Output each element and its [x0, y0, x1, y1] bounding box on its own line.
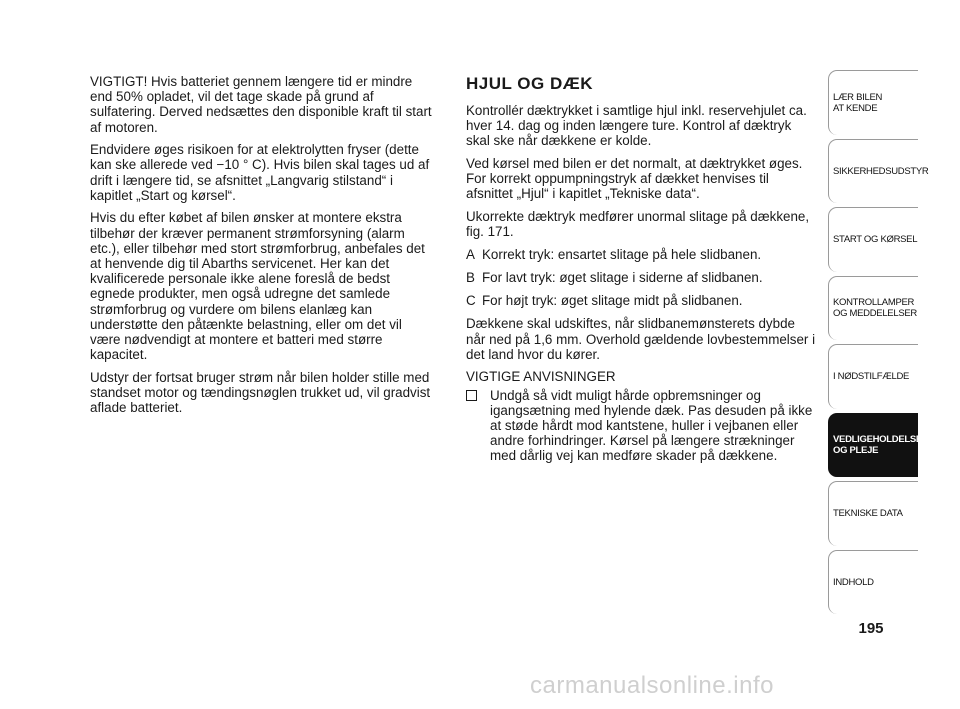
list-item — [466, 247, 816, 262]
item-text: Korrekt tryk: ensartet slitage på hele slidbanen. — [482, 246, 762, 262]
tab-i-nodstilfaelde[interactable]: I NØDSTILFÆLDE — [828, 344, 918, 409]
bullet-text: Undgå så vidt muligt hårde opbremsninger og igangsætning med hylende dæk. Pas desuden på ikke at støde hårdt mod kantstene, huller i vejbanen eller andre forhindringer. Kørsel på længere strækninger med dårlig vej kan medføre skader på dækkene. — [490, 387, 813, 464]
paragraph-tyre-check: Kontrollér dæktrykket i samtlige hjul inkl. reservehjulet ca. hver 14. dag og inden længere ture. Kontrol af dæktryk skal ske når dækkene er kolde. — [466, 103, 807, 149]
tab-indhold[interactable]: INDHOLD — [828, 550, 918, 615]
item-text: For højt tryk: øget slitage midt på slidbanen. — [482, 293, 743, 309]
tab-sikkerhedsudstyr[interactable]: SIKKERHEDSUDSTYR — [828, 139, 918, 204]
right-column — [466, 74, 816, 464]
section-heading: HJUL OG DÆK — [466, 74, 594, 93]
tab-kontrollamper[interactable]: KONTROLLAMPER OG MEDDELELSER — [828, 276, 918, 341]
list-item — [466, 270, 816, 285]
watermark: carmanualsonline.info — [530, 672, 774, 699]
tab-tekniske-data[interactable]: TEKNISKE DATA — [828, 481, 918, 546]
paragraph-electrolyte-freezing: Endvidere øges risikoen for at elektrolytten fryser (dette kan ske allerede ved −10 ° C). Hvis bilen skal tages ud af drift i længere tid, se afsnittet „Langvarig stilstand“ i kapitlet „Start og kørsel“. — [90, 142, 430, 203]
tab-start-og-korsel[interactable]: START OG KØRSEL — [828, 207, 918, 272]
left-column — [90, 74, 436, 423]
paragraph-battery-warning: VIGTIGT! Hvis batteriet gennem længere tid er mindre end 50% opladet, vil det tage skade på grund af sulfatering. Derved nedsættes den disponible kraft til start af motoren. — [90, 74, 432, 135]
item-key: C — [466, 293, 476, 309]
tab-vedligeholdelse-og-pleje[interactable]: VEDLIGEHOLDELSE OG PLEJE — [828, 413, 918, 478]
paragraph-tread-depth: Dækkene skal udskiftes, når slidbanemønsterets dybde når ned på 1,6 mm. Overhold gældende lovbestemmelser i det land hvor du kører. — [466, 316, 816, 362]
paragraph-wrong-pressure: Ukorrekte dæktryk medfører unormal slitage på dækkene, fig. 171. — [466, 209, 810, 240]
paragraph-battery-drain: Udstyr der fortsat bruger strøm når bilen holder stille med standset motor og tændingsnøglen trukket ud, vil gradvist aflade batteriet. — [90, 369, 431, 416]
tab-laer-bilen-at-kende[interactable]: LÆR BILEN AT KENDE — [828, 70, 918, 135]
paragraph-pressure-increase: Ved kørsel med bilen er det normalt, at dæktrykket øges. For korrekt oppumpningstryk af dækket henvises til afsnittet „Hjul“ i kapitlet „Tekniske data“. — [466, 156, 803, 202]
list-item — [466, 293, 816, 308]
chapter-tabs — [828, 70, 929, 618]
subheading: VIGTIGE ANVISNINGER — [466, 369, 616, 385]
checkbox-bullet-icon — [466, 390, 477, 401]
item-text: For lavt tryk: øget slitage i siderne af slidbanen. — [482, 270, 763, 285]
bullet-item — [466, 388, 816, 464]
page-number: 195 — [858, 620, 884, 637]
paragraph-accessories: Hvis du efter købet af bilen ønsker at montere ekstra tilbehør der kræver permanent strømforsyning (alarm etc.), eller tilbehør med stort strømforbrug, anbefales det at henvende dig til Abarths servicenet. Her kan det kvalificerede personale ikke alene foreslå de bedst egnede produkter, men også udregne det samlede strømforbrug og vurdere om bilens elanlæg kan understøtte den påtænkte belastning, eller om det vil være nødvendigt at montere et batteri med større kapacitet. — [90, 210, 425, 363]
item-key: B — [466, 270, 475, 285]
item-key: A — [466, 246, 475, 262]
